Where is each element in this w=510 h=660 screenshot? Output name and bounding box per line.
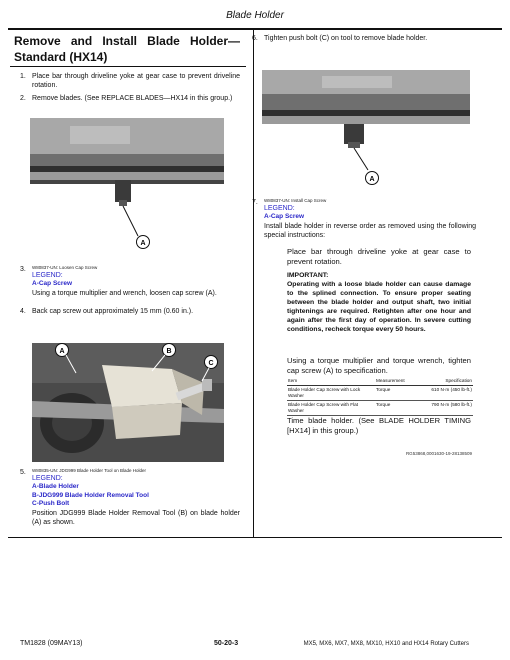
step-3 xyxy=(20,265,240,298)
step-2 xyxy=(20,94,240,103)
important-label: IMPORTANT: xyxy=(287,272,329,279)
step-text: Using a torque multiplier and wrench, loosen cap screw (A). xyxy=(32,289,217,297)
step-number: 3. xyxy=(20,266,26,273)
callout-a: A xyxy=(140,240,146,247)
page-number: 50-20-3 xyxy=(214,640,239,647)
step-text: Place bar through driveline yoke at gear case to prevent driveline rotation. xyxy=(32,73,240,89)
table-row xyxy=(287,386,473,401)
legend-item: A-Blade Holder xyxy=(32,483,79,490)
step-number: 1. xyxy=(20,73,26,80)
table-cell: Torque xyxy=(376,402,391,407)
step-number: 4. xyxy=(20,308,26,315)
legend-title: LEGEND: xyxy=(264,205,295,212)
title-rule xyxy=(10,66,246,67)
page-header: Blade Holder xyxy=(226,10,284,21)
step-7 xyxy=(252,198,476,240)
table-cell: 790 N·m (580 lb-ft.) xyxy=(431,402,472,407)
note-bar-placement: Place bar through driveline yoke at gear case to prevent rotation. xyxy=(287,247,471,266)
table-cell: Blade Holder Cap Screw with Lock Washer xyxy=(288,387,361,398)
step-text: Install blade holder in reverse order as removed using the following special instructions: xyxy=(264,222,476,239)
legend-title: LEGEND: xyxy=(32,475,63,482)
important-text: Operating with a loose blade holder can cause damage to the splined connection. To ensure proper seating between the blade holder and output shaft, two initial tightenings are required. Retighten after one hour and again after the first day of operation. In severe cutting conditions, recheck torque every 50 hours. xyxy=(287,281,471,333)
spec-table xyxy=(287,377,473,416)
step-text: Remove blades. (See REPLACE BLADES—HX14 in this group.) xyxy=(32,95,233,102)
column-header: Specification xyxy=(445,378,472,383)
important-note xyxy=(287,271,471,334)
column-header: Item xyxy=(288,378,298,383)
step-number: 2. xyxy=(20,95,26,102)
legend-item: A-Cap Screw xyxy=(264,213,305,220)
step-text: Back cap screw out approximately 15 mm (0.60 in.). xyxy=(32,308,194,315)
column-divider xyxy=(253,28,254,538)
step-1 xyxy=(20,72,240,90)
figure-caption: W80835-UN: JDG999 Blade Holder Tool on Blade Holder xyxy=(32,468,146,473)
step-6 xyxy=(252,34,476,43)
callout-a: A xyxy=(369,176,375,183)
figure-caption: W80837-UN: Install Cap Screw xyxy=(264,198,327,203)
table-cell: Torque xyxy=(376,387,391,392)
table-header-row xyxy=(287,377,473,386)
legend-item: A-Cap Screw xyxy=(32,280,73,287)
step-number: 7. xyxy=(252,199,258,206)
callout-b: B xyxy=(166,348,172,355)
legend-item: B-JDG999 Blade Holder Removal Tool xyxy=(32,491,149,499)
photo-loosen-cap-screw xyxy=(30,118,224,258)
note-timing: Time blade holder. (See BLADE HOLDER TIMING [HX14] in this group.) xyxy=(287,416,471,435)
step-text: Tighten push bolt (C) on tool to remove blade holder. xyxy=(264,35,428,42)
footer-left: TM1828 (09MAY13) xyxy=(20,640,83,647)
callout-a: A xyxy=(59,348,65,355)
column-header: Measurement xyxy=(376,378,405,383)
step-5 xyxy=(20,468,240,527)
footer-right: MX5, MX6, MX7, MX8, MX10, HX10 and HX14 Rotary Cutters xyxy=(303,641,469,647)
step-4 xyxy=(20,307,240,316)
step-number: 6. xyxy=(252,35,258,42)
table-row xyxy=(287,401,473,416)
table-cell: 610 N·m (450 lb-ft.) xyxy=(431,387,472,392)
legend-title: LEGEND: xyxy=(32,272,63,279)
step-text: Position JDG999 Blade Holder Removal Tool (B) on blade holder (A) as shown. xyxy=(32,509,240,526)
step-number: 5. xyxy=(20,469,26,476)
note-torque: Using a torque multiplier and torque wrench, tighten cap screw (A) to specification. xyxy=(287,356,471,375)
table-cell: Blade Holder Cap Screw with Flat Washer xyxy=(288,402,359,413)
photo-install-cap-screw xyxy=(262,70,470,190)
reference-code: RG53868,0001630-19-28138509 xyxy=(405,451,472,456)
photo-removal-tool xyxy=(32,343,224,462)
callout-c: C xyxy=(208,360,214,367)
figure-caption: W80837-UN: Loosen Cap Screw xyxy=(32,265,98,270)
legend-item: C-Push Bolt xyxy=(32,500,70,507)
section-title: Remove and Install Blade Holder—Standard (HX14) xyxy=(14,34,240,64)
